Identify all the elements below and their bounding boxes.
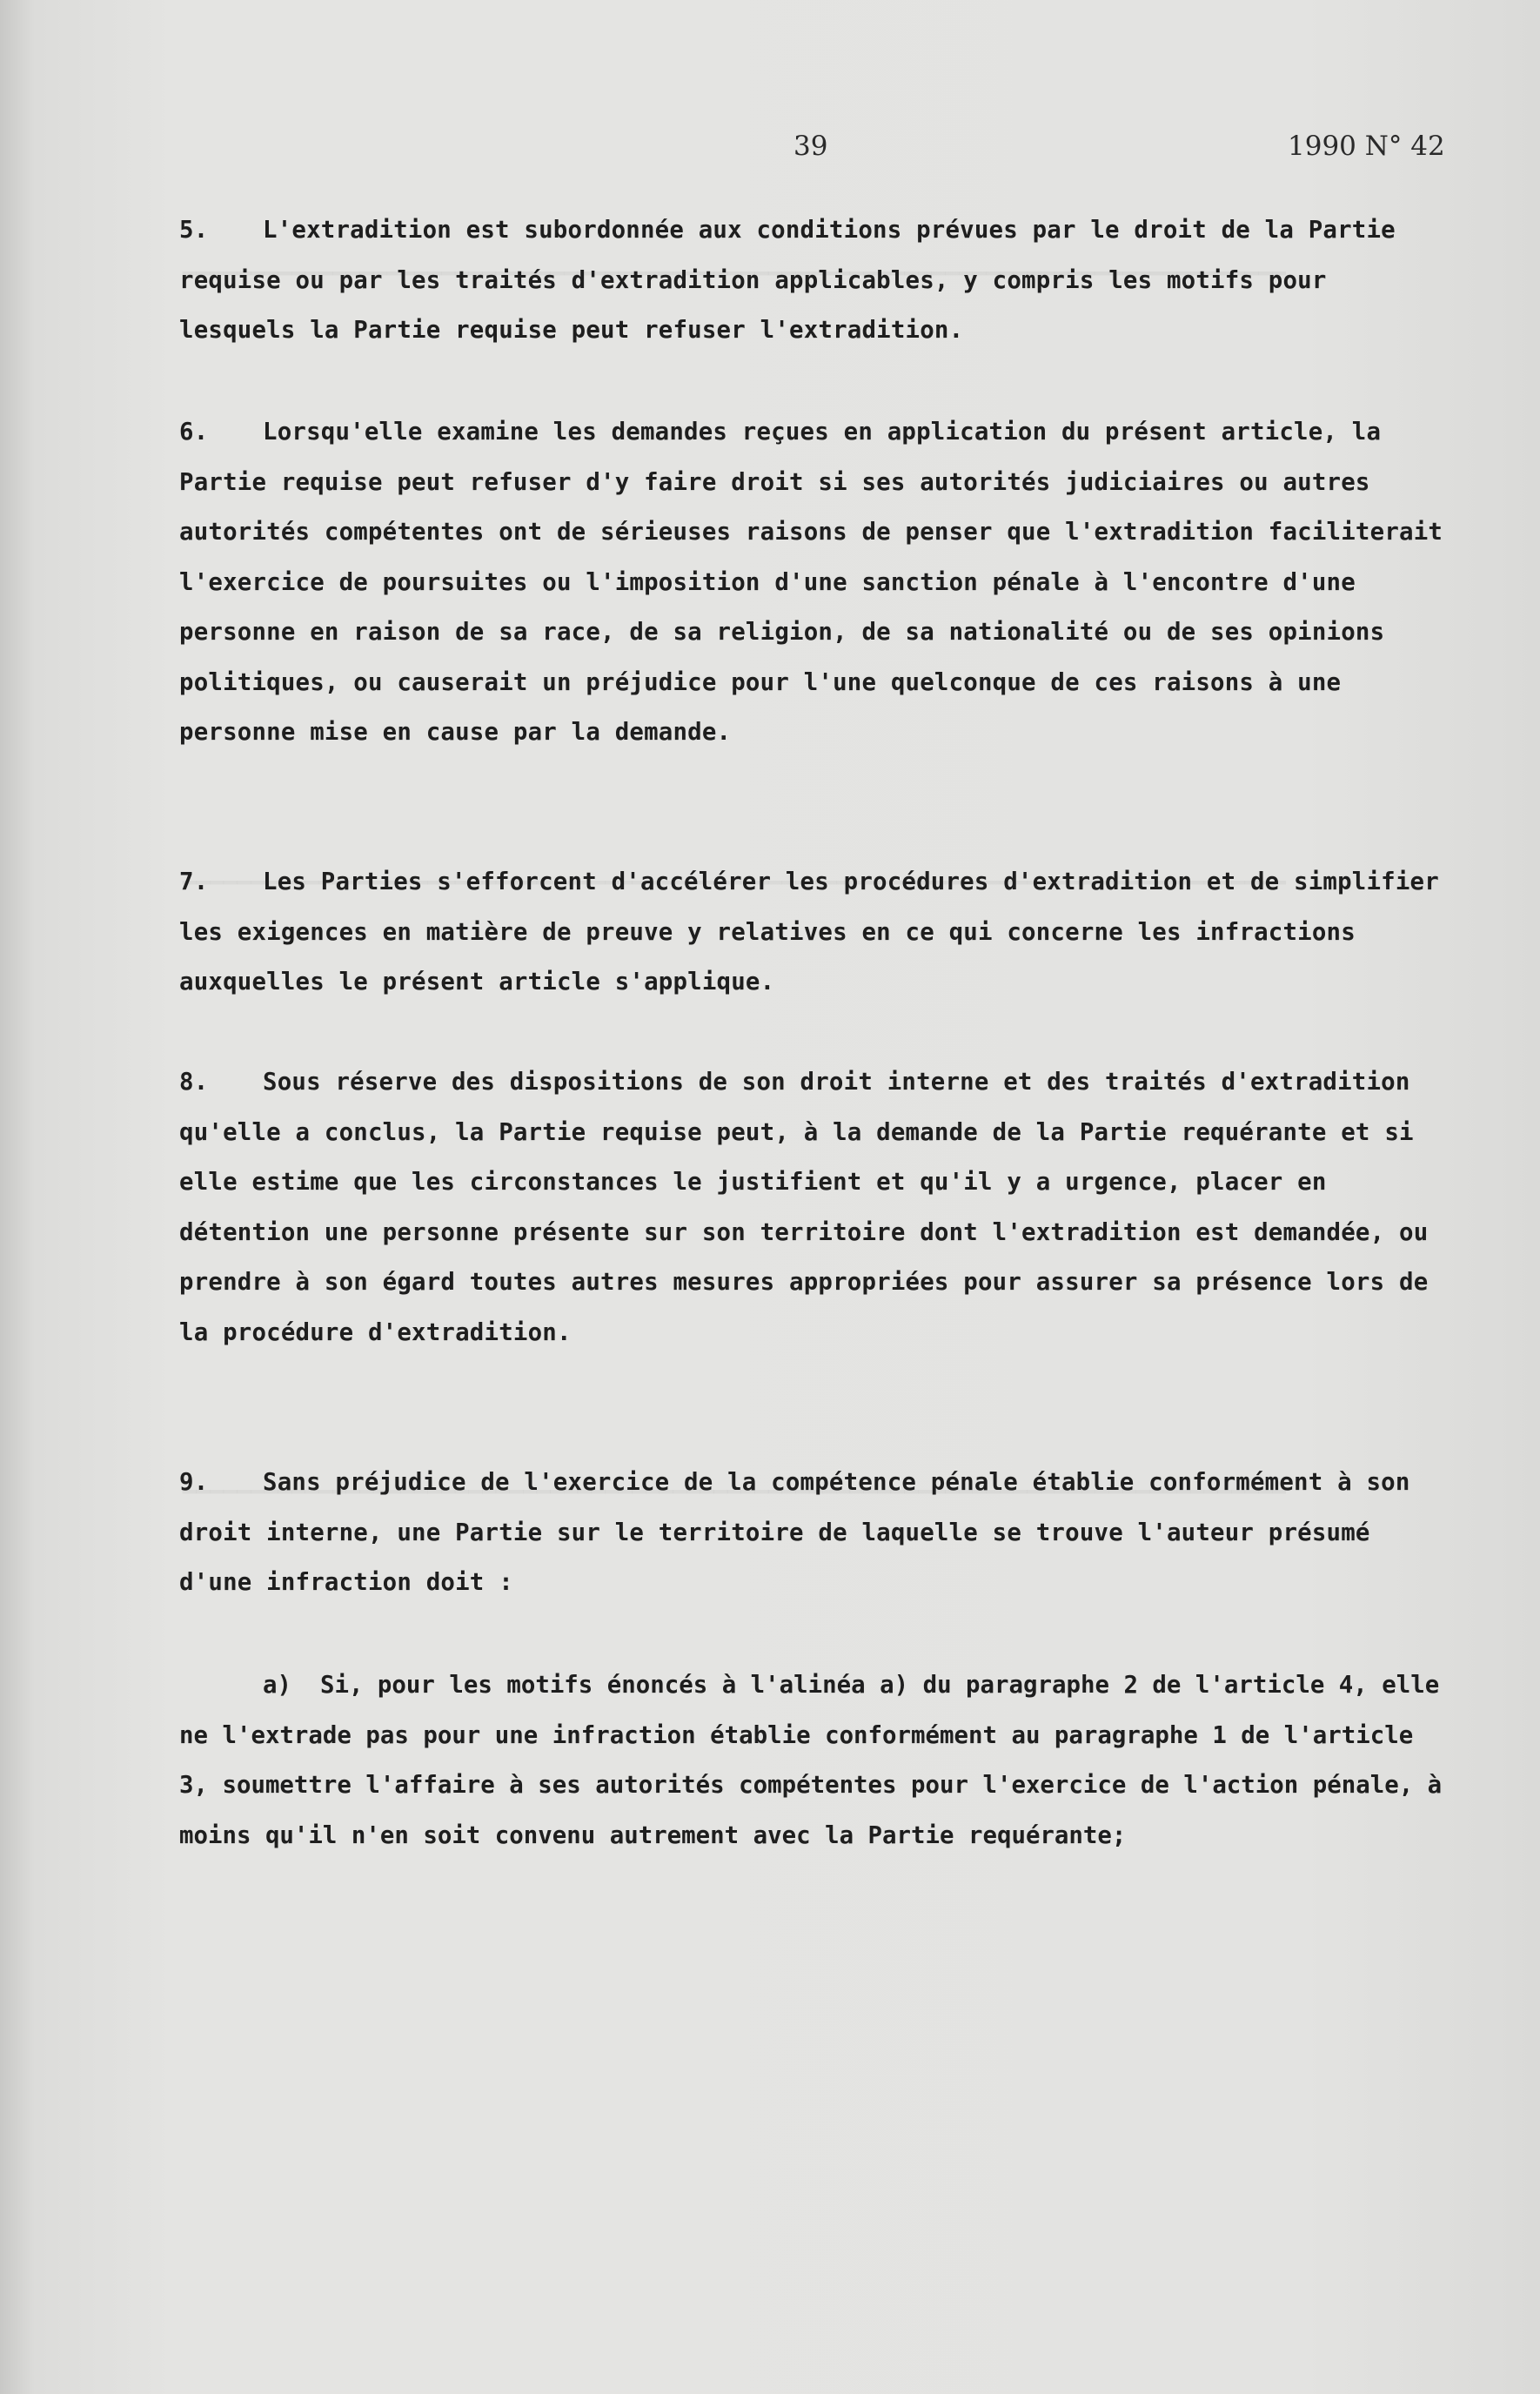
paragraph-text: L'extradition est subordonnée aux conditions prévues par le droit de la Partie requise ou par les traités d'extradition applicables, y compris les motifs pour lesquels la Partie requise peut refuser l'extradition. — [179, 217, 1396, 344]
paragraph-number: 5. — [179, 217, 209, 244]
paragraph-number: 8. — [179, 1069, 209, 1096]
paragraph-number: 9. — [179, 1469, 209, 1496]
paragraph-text: Sous réserve des dispositions de son droit interne et des traités d'extradition qu'elle a conclus, la Partie requise peut, à la demande de la Partie requérante et si elle estime que les circonstances le justifient et qu'il y a urgence, placer en détention une personne présente sur son territoire dont l'extradition est demandée, ou prendre à son égard toutes autres mesures appropriées pour assurer sa présence lors de la procédure d'extradition. — [179, 1069, 1429, 1346]
paragraph-6 — [179, 407, 1450, 758]
paragraph-text: Sans préjudice de l'exercice de la compétence pénale établie conformément à son droit interne, une Partie sur le territoire de laquelle se trouve l'auteur présumé d'une infraction doit : — [179, 1469, 1410, 1596]
paragraph-number: 6. — [179, 419, 209, 446]
paragraph-text: Les Parties s'efforcent d'accélérer les procédures d'extradition et de simplifier les exigences en matière de preuve y relatives en ce qui concerne les infractions auxquelles le présent article s'applique. — [179, 868, 1439, 996]
paragraph-number: 7. — [179, 868, 209, 895]
subparagraph-text: Si, pour les motifs énoncés à l'alinéa a) du paragraphe 2 de l'article 4, elle ne l'extrade pas pour une infraction établie conformément au paragraphe 1 de l'article 3, soumettre l'affaire à ses autorités compétentes pour l'exercice de l'action pénale, à moins qu'il n'en soit convenu autrement avec la Partie requérante; — [179, 1672, 1443, 1849]
page-number: 39 — [793, 131, 828, 162]
subparagraph-label: a) — [263, 1672, 291, 1699]
subparagraph-a — [179, 1660, 1450, 1861]
document-reference: 1990 N° 42 — [1288, 131, 1445, 162]
paragraph-text: Lorsqu'elle examine les demandes reçues en application du présent article, la Partie requise peut refuser d'y faire droit si ses autorités judiciaires ou autres autorités compétentes ont de sérieuses raisons de penser que l'extradition faciliterait l'exercice de poursuites ou l'imposition d'une sanction pénale à l'encontre d'une personne en raison de sa race, de sa religion, de sa nationalité ou de ses opinions politiques, ou causerait un préjudice pour l'une quelconque de ces raisons à une personne mise en cause par la demande. — [179, 419, 1443, 746]
paragraph-5 — [179, 205, 1450, 356]
paragraph-9 — [179, 1458, 1450, 1608]
paragraph-8 — [179, 1057, 1450, 1358]
paragraph-7 — [179, 857, 1450, 1008]
